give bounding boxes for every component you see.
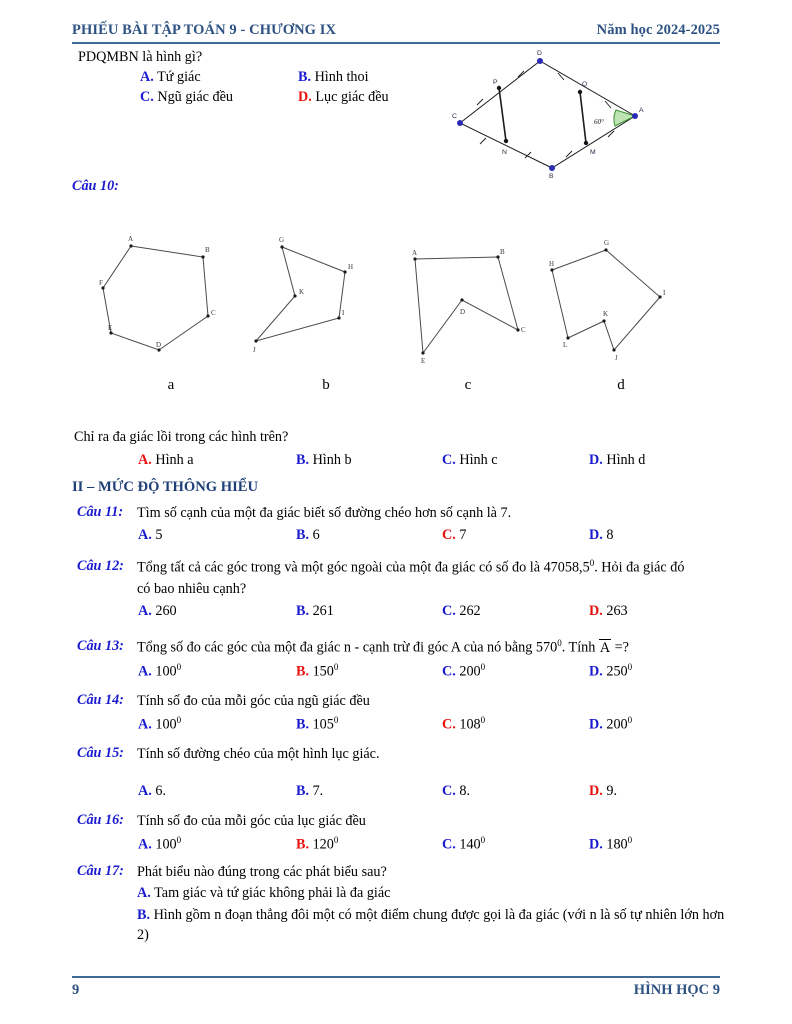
label-C: C	[521, 326, 526, 334]
option-text: Tứ giác	[157, 69, 201, 85]
degree-sup: 0	[589, 558, 595, 568]
option-key: D.	[589, 836, 603, 853]
label-L: L	[563, 341, 568, 349]
footer-title-right: HÌNH HỌC 9	[633, 982, 720, 998]
cau15-option-a[interactable]	[138, 783, 166, 800]
label-B: B	[205, 246, 210, 254]
vertex-Q	[578, 90, 582, 94]
option-text: 260	[155, 603, 177, 619]
label-H: H	[348, 263, 354, 271]
cau17-option-a[interactable]	[137, 884, 390, 902]
cau15-option-c[interactable]	[442, 783, 470, 800]
cau12-option-c[interactable]	[442, 603, 481, 620]
cau16-stem: Tính số đo của mỗi góc của lục giác đều	[137, 813, 366, 829]
label-K: K	[299, 288, 305, 296]
option-text: Lục giác đều	[315, 89, 389, 105]
cau10-label: Câu 10:	[72, 178, 119, 194]
label-B: B	[500, 248, 505, 256]
option-text: Hình a	[155, 452, 194, 468]
option-key: B.	[296, 663, 310, 680]
label-E: E	[108, 324, 113, 332]
option-text: 5	[155, 527, 163, 543]
label-J: J	[615, 354, 618, 362]
degree-sup: 0	[176, 835, 182, 845]
option-text: 180	[606, 836, 628, 853]
option-key: C.	[442, 527, 456, 543]
cau15-option-d[interactable]	[589, 783, 617, 800]
figure-b-concave-pentagon	[250, 230, 385, 365]
label-Q: Q	[582, 81, 588, 88]
vertex-N	[504, 139, 508, 143]
degree-sup: 0	[480, 835, 486, 845]
cau17-label: Câu 17:	[77, 863, 124, 879]
cau10-option-b[interactable]	[296, 452, 352, 469]
option-text: 100	[155, 663, 177, 680]
cau13-stem-post: . Tính	[561, 639, 599, 656]
vertex-M	[584, 141, 588, 145]
option-text: 105	[312, 716, 334, 733]
option-text: 6.	[155, 783, 166, 799]
top-question-option-c[interactable]	[140, 89, 233, 106]
cau13-option-a[interactable]	[138, 662, 181, 681]
angle-A-symbol: A	[599, 639, 611, 656]
side-tick-marks	[477, 71, 614, 158]
option-text: 262	[459, 603, 481, 619]
option-text: 8.	[459, 783, 470, 799]
option-key: C.	[442, 836, 456, 853]
cau16-label: Câu 16:	[77, 812, 124, 828]
top-question-option-d[interactable]	[298, 89, 389, 106]
option-key: A.	[138, 452, 152, 468]
option-key: A.	[138, 836, 152, 853]
option-text: 200	[459, 663, 481, 680]
header-title-left: PHIẾU BÀI TẬP TOÁN 9 - CHƯƠNG IX	[72, 22, 337, 38]
option-key: A.	[138, 663, 152, 680]
degree-sup: 0	[176, 715, 182, 725]
page-header	[72, 16, 720, 44]
degree-sup: 0	[557, 638, 562, 648]
option-key: D.	[589, 663, 603, 680]
option-text: 100	[155, 836, 177, 853]
option-key: B.	[296, 836, 310, 853]
cau12-stem-line2: có bao nhiêu cạnh?	[137, 581, 247, 597]
cau13-stem-tail: =?	[611, 639, 629, 656]
degree-sup: 0	[480, 662, 486, 672]
cau11-label: Câu 11:	[77, 504, 124, 520]
degree-sup: 0	[333, 662, 339, 672]
option-text: 6	[312, 527, 320, 543]
cau10-option-c[interactable]	[442, 452, 498, 469]
option-key: A.	[140, 69, 154, 85]
cau14-label: Câu 14:	[77, 692, 124, 708]
option-text: 261	[312, 603, 334, 619]
section-heading-2: II – MỨC ĐỘ THÔNG HIỂU	[72, 479, 259, 495]
option-text: 100	[155, 716, 177, 733]
figure-c-concave-pentagon	[405, 230, 540, 365]
cau16-option-b[interactable]	[296, 835, 338, 854]
option-key: A.	[138, 603, 152, 619]
option-key: C.	[442, 783, 456, 799]
option-key: A.	[138, 716, 152, 733]
cau14-option-d[interactable]	[589, 715, 632, 734]
figure-caption-b: b	[322, 377, 330, 393]
cau13-stem-pre: Tổng số đo các góc của một đa giác n - cạnh trừ đi góc A của nó bằng 570	[137, 639, 558, 656]
label-D: D	[156, 341, 162, 349]
cau13-option-d[interactable]	[589, 662, 632, 681]
vertex-D	[537, 58, 543, 64]
cau13-option-b[interactable]	[296, 662, 338, 681]
page-footer	[72, 976, 720, 1002]
cau11-option-c[interactable]	[442, 527, 466, 544]
option-key: B.	[296, 716, 310, 733]
vertex-C	[457, 120, 463, 126]
cau17-option-b[interactable]	[137, 905, 732, 945]
cau15-stem: Tính số đường chéo của một hình lục giác.	[137, 746, 380, 762]
degree-sup: 0	[480, 715, 486, 725]
cau12-stem-line1	[137, 558, 684, 577]
cau14-option-a[interactable]	[138, 715, 181, 734]
label-A: A	[128, 235, 134, 243]
cau13-stem	[137, 638, 629, 657]
option-text: Hình d	[606, 452, 646, 468]
option-text: Hình gồm n đoạn thẳng đôi một có một điểm chung được gọi là đa giác (với n là số tự nhiên lớn hơn 2)	[137, 907, 725, 944]
label-A: A	[412, 249, 418, 257]
vertex-P	[497, 86, 501, 90]
option-key: B.	[137, 907, 151, 923]
cau10-option-d[interactable]	[589, 452, 645, 469]
option-key: A.	[138, 783, 152, 799]
figure-caption-a: a	[167, 377, 175, 393]
cau12-stem-tail: . Hỏi đa giác đó	[594, 559, 685, 576]
option-key: D.	[589, 716, 603, 733]
label-G: G	[604, 239, 610, 247]
label-F: F	[99, 279, 103, 287]
label-P: P	[493, 79, 498, 86]
label-G: G	[279, 236, 285, 244]
label-I: I	[342, 309, 345, 317]
cau14-option-b[interactable]	[296, 715, 338, 734]
option-key: A.	[137, 885, 151, 901]
label-C: C	[452, 113, 457, 120]
cau11-option-a[interactable]	[138, 527, 162, 544]
label-B: B	[549, 173, 554, 180]
option-key: B.	[298, 69, 312, 85]
option-text: Tam giác và tứ giác không phải là đa giác	[154, 885, 391, 901]
option-text: 9.	[606, 783, 617, 799]
option-text: 263	[606, 603, 628, 619]
cau15-option-b[interactable]	[296, 783, 323, 800]
cau11-stem: Tìm số cạnh của một đa giác biết số đường chéo hơn số cạnh là 7.	[137, 505, 512, 521]
option-text: 150	[312, 663, 334, 680]
degree-sup: 0	[333, 835, 339, 845]
cau16-option-c[interactable]	[442, 835, 485, 854]
option-text: Ngũ giác đều	[157, 89, 233, 105]
option-key: C.	[442, 716, 456, 733]
angle-label-60: 60°	[594, 118, 604, 126]
label-H: H	[549, 260, 555, 268]
cau12-option-b[interactable]	[296, 603, 334, 620]
option-text: Hình thoi	[314, 69, 369, 85]
option-text: 8	[606, 527, 614, 543]
option-key: B.	[296, 783, 310, 799]
option-key: D.	[589, 603, 603, 619]
option-key: B.	[296, 603, 310, 619]
figure-d-concave-hexagon	[548, 230, 683, 365]
label-C: C	[211, 309, 216, 317]
option-text: 7	[459, 527, 467, 543]
option-key: D.	[589, 527, 603, 543]
cau12-stem-text: Tổng tất cả các góc trong và một góc ngoài của một đa giác có số đo là 47058,5	[137, 559, 590, 576]
option-text: 120	[312, 836, 334, 853]
option-key: C.	[442, 663, 456, 680]
header-title-right: Năm học 2024-2025	[596, 22, 720, 38]
label-M: M	[590, 149, 596, 156]
option-key: D.	[589, 452, 603, 468]
footer-page-number: 9	[72, 982, 80, 998]
label-D: D	[460, 308, 466, 316]
degree-sup: 0	[627, 715, 633, 725]
option-key: C.	[140, 89, 154, 105]
vertex-A	[632, 113, 638, 119]
option-text: 250	[606, 663, 628, 680]
label-I: I	[663, 289, 666, 297]
option-key: D.	[298, 89, 312, 105]
cau11-option-b[interactable]	[296, 527, 320, 544]
cau12-option-a[interactable]	[138, 603, 177, 620]
top-question-option-b[interactable]	[298, 69, 369, 86]
top-question-option-a[interactable]	[140, 69, 201, 86]
degree-sup: 0	[627, 662, 633, 672]
degree-sup: 0	[627, 835, 633, 845]
cau12-option-d[interactable]	[589, 603, 628, 620]
figure-a-convex-hexagon	[95, 230, 230, 365]
cau16-option-a[interactable]	[138, 835, 181, 854]
label-K: K	[603, 310, 609, 318]
label-A: A	[639, 107, 644, 114]
option-text: 7.	[312, 783, 324, 799]
label-D: D	[537, 50, 542, 57]
option-text: 140	[459, 836, 481, 853]
cau17-stem: Phát biểu nào đúng trong các phát biểu sau?	[137, 864, 387, 880]
label-N: N	[502, 149, 507, 156]
option-key: D.	[589, 783, 603, 799]
cau13-option-c[interactable]	[442, 662, 485, 681]
label-J: J	[253, 346, 256, 354]
figure-caption-c: c	[464, 377, 472, 393]
option-key: C.	[442, 452, 456, 468]
cau14-stem: Tính số đo của mỗi góc của ngũ giác đều	[137, 693, 370, 709]
option-text: 108	[459, 716, 481, 733]
cau12-label: Câu 12:	[77, 558, 124, 574]
top-question-stem: PDQMBN là hình gì?	[78, 49, 203, 65]
option-text: Hình b	[312, 452, 352, 468]
option-text: Hình c	[459, 452, 498, 468]
cau14-option-c[interactable]	[442, 715, 485, 734]
figure-caption-d: d	[617, 377, 625, 393]
option-key: B.	[296, 527, 310, 543]
cau10-stem: Chỉ ra đa giác lồi trong các hình trên?	[74, 429, 289, 445]
option-key: C.	[442, 603, 456, 619]
label-E: E	[421, 357, 426, 365]
degree-sup: 0	[333, 715, 339, 725]
cau16-option-d[interactable]	[589, 835, 632, 854]
option-key: A.	[138, 527, 152, 543]
hexagon-figure	[450, 48, 650, 180]
cau15-label: Câu 15:	[77, 745, 124, 761]
degree-sup: 0	[176, 662, 182, 672]
cau10-option-a[interactable]	[138, 452, 194, 469]
vertex-B	[549, 165, 555, 171]
option-key: B.	[296, 452, 310, 468]
cau13-label: Câu 13:	[77, 638, 124, 654]
cau11-option-d[interactable]	[589, 527, 613, 544]
option-text: 200	[606, 716, 628, 733]
